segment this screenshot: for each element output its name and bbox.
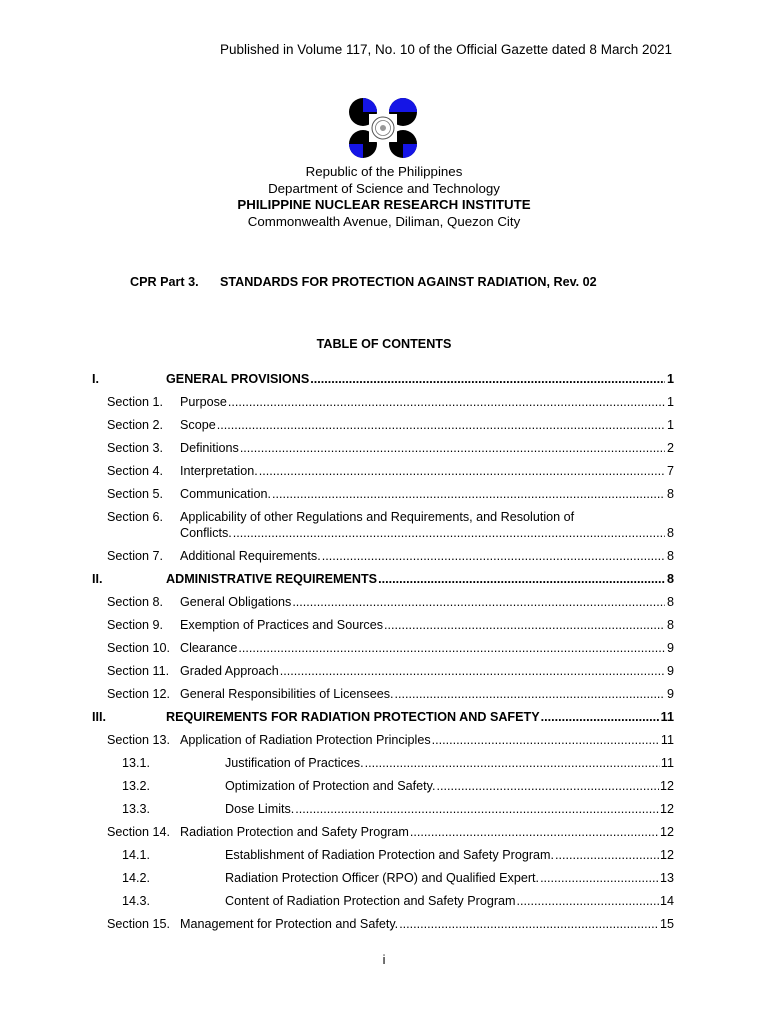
- toc-title: Scope: [180, 418, 216, 432]
- toc-title: Optimization of Protection and Safety.: [225, 779, 436, 793]
- toc-label: Section 2.: [107, 418, 164, 432]
- toc-page: 11: [660, 710, 674, 724]
- toc-entry-section-14[interactable]: [92, 817, 674, 840]
- toc-entry-14-2[interactable]: [92, 863, 674, 886]
- toc-title: Radiation Protection and Safety Program: [180, 825, 409, 839]
- toc-title: GENERAL PROVISIONS: [166, 372, 310, 386]
- dot-leader: [310, 371, 665, 387]
- toc-title: Establishment of Radiation Protection and Safety Program.: [225, 848, 555, 862]
- toc-title: Exemption of Practices and Sources: [180, 618, 384, 632]
- toc-title: Radiation Protection Officer (RPO) and Qualified Expert.: [225, 871, 540, 885]
- dot-leader: [399, 916, 659, 932]
- institute-name: PHILIPPINE NUCLEAR RESEARCH INSTITUTE: [237, 197, 531, 213]
- dot-leader: [259, 463, 665, 479]
- dot-leader: [540, 870, 659, 886]
- address-line: Commonwealth Avenue, Diliman, Quezon City: [247, 214, 521, 230]
- toc-label: Section 5.: [107, 487, 164, 501]
- dot-leader: [228, 394, 665, 410]
- toc-label: Section 4.: [107, 464, 164, 478]
- toc-label: Section 6.: [107, 510, 164, 524]
- toc-label: II.: [92, 572, 103, 586]
- pnri-logo: [347, 96, 419, 160]
- toc-entry-chapter-3[interactable]: [92, 702, 674, 725]
- toc-label: I.: [92, 372, 99, 386]
- dot-leader: [280, 663, 665, 679]
- toc-entry-section-13[interactable]: [92, 725, 674, 748]
- toc-title: Management for Protection and Safety.: [180, 917, 399, 931]
- toc-entry-13-1[interactable]: [92, 748, 674, 771]
- toc-label: 14.1.: [122, 848, 151, 862]
- toc-title: REQUIREMENTS FOR RADIATION PROTECTION AND SAFETY: [166, 710, 540, 724]
- toc-label: Section 10.: [107, 641, 171, 655]
- toc-entry-13-3[interactable]: [92, 794, 674, 817]
- document-title: [130, 275, 597, 289]
- toc-label: Section 12.: [107, 687, 171, 701]
- dot-leader: [384, 617, 665, 633]
- toc-page: 9: [666, 641, 674, 655]
- dot-leader: [272, 486, 665, 502]
- table-of-contents: [92, 364, 674, 932]
- toc-page: 8: [666, 572, 674, 586]
- toc-entry-13-2[interactable]: [92, 771, 674, 794]
- toc-page: 8: [666, 526, 674, 540]
- toc-page: 11: [660, 756, 674, 770]
- toc-title: Dose Limits.: [225, 802, 295, 816]
- page-number: i: [382, 953, 386, 967]
- toc-entry-section-12[interactable]: [92, 679, 674, 702]
- toc-title-line-1: Applicability of other Regulations and Requirements, and Resolution of: [180, 510, 575, 524]
- dot-leader: [217, 417, 665, 433]
- toc-entry-chapter-1[interactable]: [92, 364, 674, 387]
- toc-page: 15: [659, 917, 674, 931]
- toc-entry-14-1[interactable]: [92, 840, 674, 863]
- toc-entry-section-7[interactable]: [92, 541, 674, 564]
- toc-title: Additional Requirements.: [180, 549, 321, 563]
- toc-page: 8: [666, 487, 674, 501]
- toc-entry-section-9[interactable]: [92, 610, 674, 633]
- toc-label: Section 13.: [107, 733, 171, 747]
- toc-heading: TABLE OF CONTENTS: [316, 337, 452, 351]
- dot-leader: [410, 824, 659, 840]
- toc-entry-section-10[interactable]: [92, 633, 674, 656]
- cpr-title: STANDARDS FOR PROTECTION AGAINST RADIATION, Rev. 02: [220, 275, 597, 289]
- cpr-code: CPR Part 3.: [130, 275, 199, 289]
- toc-label: Section 9.: [107, 618, 164, 632]
- toc-entry-section-15[interactable]: [92, 909, 674, 932]
- publication-note: Published in Volume 117, No. 10 of the Official Gazette dated 8 March 2021: [219, 42, 672, 57]
- dot-leader: [517, 893, 659, 909]
- dot-leader: [292, 594, 665, 610]
- toc-title: Interpretation.: [180, 464, 258, 478]
- toc-title: General Obligations: [180, 595, 292, 609]
- dot-leader: [233, 525, 665, 541]
- toc-title: Purpose: [180, 395, 227, 409]
- toc-title: Clearance: [180, 641, 238, 655]
- toc-page: 13: [659, 871, 674, 885]
- toc-entry-chapter-2[interactable]: [92, 564, 674, 587]
- dot-leader: [555, 847, 659, 863]
- toc-page: 9: [666, 664, 674, 678]
- toc-title: ADMINISTRATIVE REQUIREMENTS: [166, 572, 378, 586]
- dot-leader: [395, 686, 665, 702]
- toc-title-line-2: Conflicts.: [180, 526, 232, 540]
- toc-entry-section-11[interactable]: [92, 656, 674, 679]
- institution-header: [0, 164, 768, 231]
- toc-entry-14-3[interactable]: [92, 886, 674, 909]
- toc-label: Section 15.: [107, 917, 171, 931]
- toc-page: 12: [659, 825, 674, 839]
- toc-label: III.: [92, 710, 106, 724]
- toc-label: Section 11.: [107, 664, 170, 678]
- toc-title: Application of Radiation Protection Principles: [180, 733, 431, 747]
- toc-label: 14.3.: [122, 894, 151, 908]
- toc-label: Section 8.: [107, 595, 164, 609]
- toc-page: 12: [659, 779, 674, 793]
- toc-page: 7: [666, 464, 674, 478]
- toc-title: Graded Approach: [180, 664, 279, 678]
- toc-entry-section-5[interactable]: [92, 479, 674, 502]
- toc-page: 1: [666, 372, 674, 386]
- dot-leader: [378, 571, 665, 587]
- toc-page: 8: [666, 595, 674, 609]
- toc-label: 13.2.: [122, 779, 151, 793]
- toc-label: Section 7.: [107, 549, 164, 563]
- toc-entry-section-3[interactable]: [92, 433, 674, 456]
- toc-page: 12: [659, 848, 674, 862]
- toc-label: 13.1.: [122, 756, 151, 770]
- toc-label: Section 14.: [107, 825, 171, 839]
- toc-title: Communication.: [180, 487, 271, 501]
- toc-page: 8: [666, 618, 674, 632]
- toc-page: 12: [659, 802, 674, 816]
- toc-page: 9: [666, 687, 674, 701]
- dot-leader: [365, 755, 660, 771]
- toc-title: General Responsibilities of Licensees.: [180, 687, 394, 701]
- dot-leader: [436, 778, 659, 794]
- toc-label: 13.3.: [122, 802, 151, 816]
- toc-entry-section-6[interactable]: [92, 502, 674, 541]
- toc-title: Content of Radiation Protection and Safety Program: [225, 894, 516, 908]
- toc-page: 8: [666, 549, 674, 563]
- toc-entry-section-8[interactable]: [92, 587, 674, 610]
- dot-leader: [541, 709, 660, 725]
- dot-leader: [240, 440, 665, 456]
- toc-page: 1: [666, 395, 674, 409]
- department-line: Department of Science and Technology: [268, 180, 500, 196]
- toc-entry-section-1[interactable]: [92, 387, 674, 410]
- toc-title: Definitions: [180, 441, 239, 455]
- toc-page: 11: [660, 733, 674, 747]
- toc-label: Section 3.: [107, 441, 164, 455]
- toc-entry-section-2[interactable]: [92, 410, 674, 433]
- toc-label: 14.2.: [122, 871, 151, 885]
- toc-label: Section 1.: [107, 395, 164, 409]
- toc-page: 2: [666, 441, 674, 455]
- dot-leader: [322, 548, 665, 564]
- republic-line: Republic of the Philippines: [305, 164, 463, 179]
- dot-leader: [238, 640, 665, 656]
- toc-title: Justification of Practices.: [225, 756, 364, 770]
- toc-page: 14: [659, 894, 674, 908]
- toc-page: 1: [666, 418, 674, 432]
- toc-entry-section-4[interactable]: [92, 456, 674, 479]
- dot-leader: [295, 801, 659, 817]
- dot-leader: [432, 732, 660, 748]
